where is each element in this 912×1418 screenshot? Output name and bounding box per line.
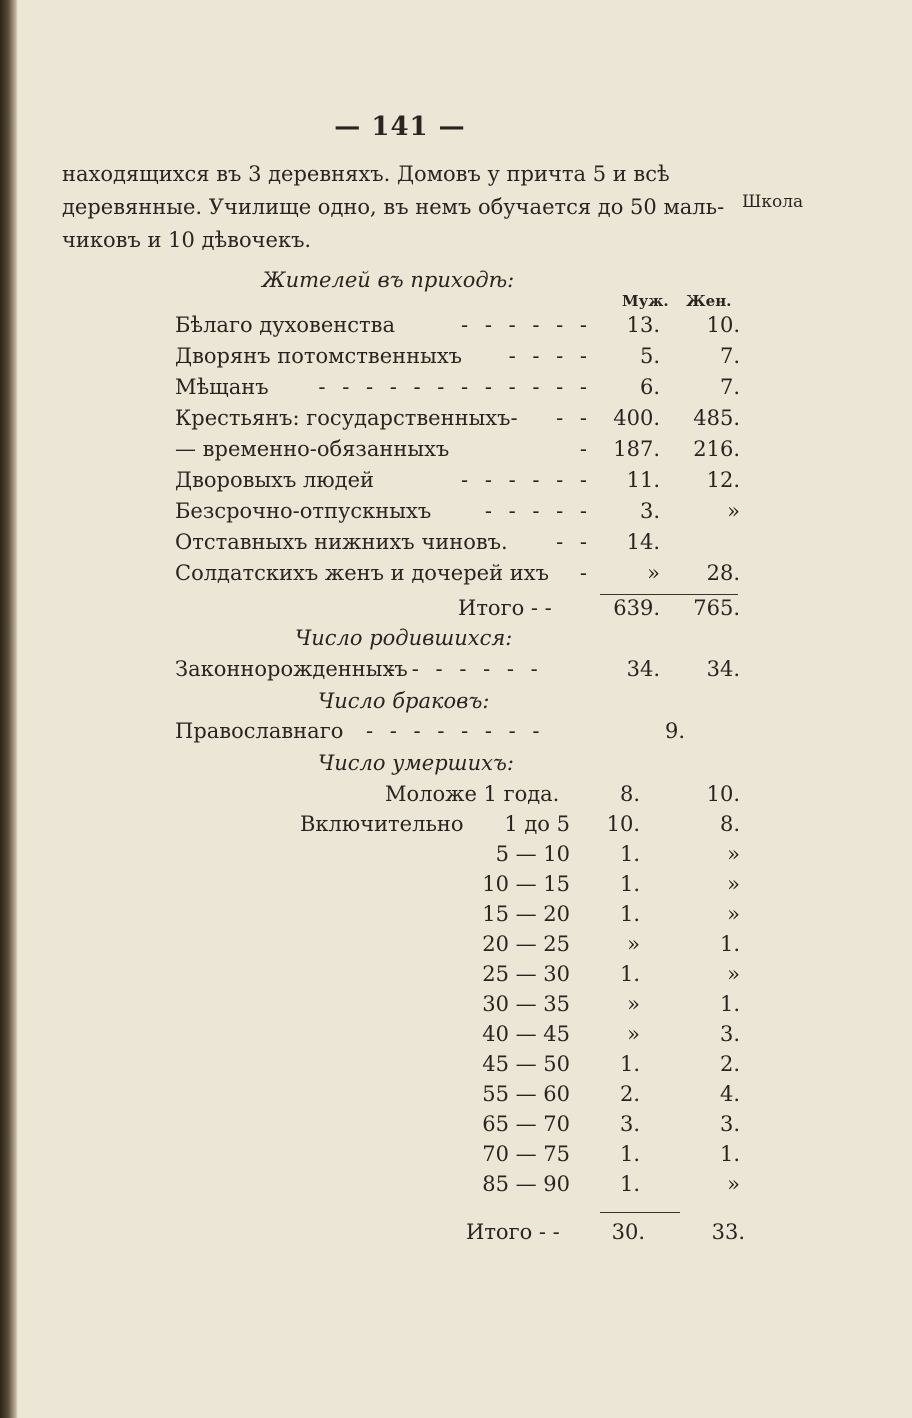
residents-row <box>0 344 912 374</box>
deaths-incl-label: Включительно <box>300 812 464 836</box>
deaths-age-female: 4. <box>719 1082 740 1106</box>
deaths-total-label: Итого - - <box>466 1220 560 1244</box>
deaths-age-range: 55 — 60 <box>482 1082 570 1106</box>
deaths-age-row <box>0 1112 912 1142</box>
residents-row-male: 13. <box>626 313 660 337</box>
deaths-age-range: 15 — 20 <box>482 902 570 926</box>
marriages-label: Православнаго <box>175 719 344 743</box>
residents-row-female: 7. <box>719 375 740 399</box>
deaths-age-male: » <box>627 992 640 1016</box>
deaths-total-rule <box>600 1212 680 1213</box>
deaths-under1-female: 10. <box>706 782 740 806</box>
residents-total-label: Итого - - <box>458 596 552 620</box>
births-male: 34. <box>626 657 660 681</box>
residents-total-row <box>0 596 912 626</box>
deaths-age-female: » <box>727 842 740 866</box>
marriages-heading: Число браковъ: <box>318 689 490 713</box>
deaths-incl-male: 10. <box>606 812 640 836</box>
marriages-dots: - - - - - - - - <box>366 719 545 743</box>
deaths-age-row <box>0 1082 912 1112</box>
residents-row <box>0 313 912 343</box>
deaths-under1-male: 8. <box>619 782 640 806</box>
residents-row-label: Дворовыхъ людей <box>175 468 375 492</box>
residents-row <box>0 437 912 467</box>
deaths-age-male: 2. <box>619 1082 640 1106</box>
births-label: Законнорожденныхъ <box>175 657 408 681</box>
deaths-age-female: 3. <box>719 1112 740 1136</box>
deaths-age-female: » <box>727 1172 740 1196</box>
deaths-incl-range: 1 до 5 <box>504 812 570 836</box>
deaths-age-row <box>0 902 912 932</box>
births-row <box>0 657 912 687</box>
residents-row-male: 3. <box>639 499 660 523</box>
deaths-age-range: 45 — 50 <box>482 1052 570 1076</box>
deaths-age-row <box>0 1142 912 1172</box>
residents-row-label: Безсрочно-отпускныхъ <box>175 499 432 523</box>
deaths-age-male: 1. <box>619 962 640 986</box>
marriages-value: 9. <box>664 719 685 743</box>
residents-row-label: Бѣлаго духовенства <box>175 313 396 337</box>
residents-row-dots: - <box>579 561 592 585</box>
deaths-age-male: 1. <box>619 872 640 896</box>
residents-row-female: 216. <box>693 437 740 461</box>
deaths-age-male: 1. <box>619 1052 640 1076</box>
residents-row-dots: - - - - - - <box>461 468 592 492</box>
deaths-age-female: 1. <box>719 1142 740 1166</box>
residents-row-label: — временно-обязанныхъ <box>175 437 450 461</box>
residents-row-male: 14. <box>626 530 660 554</box>
residents-row-female: 7. <box>719 344 740 368</box>
residents-row <box>0 468 912 498</box>
deaths-age-female: 2. <box>719 1052 740 1076</box>
total-rule <box>600 594 738 595</box>
deaths-incl-female: 8. <box>719 812 740 836</box>
deaths-age-row <box>0 842 912 872</box>
residents-row-dots: - - <box>556 530 592 554</box>
residents-row-male: 5. <box>639 344 660 368</box>
deaths-age-male: 1. <box>619 1172 640 1196</box>
deaths-age-range: 10 — 15 <box>482 872 570 896</box>
residents-row-label: Солдатскихъ женъ и дочерей ихъ <box>175 561 549 585</box>
residents-row-label: Отставныхъ нижнихъ чиновъ. <box>175 530 508 554</box>
residents-total-male: 639. <box>613 596 660 620</box>
deaths-age-row <box>0 992 912 1022</box>
deaths-age-range: 30 — 35 <box>482 992 570 1016</box>
births-female: 34. <box>706 657 740 681</box>
residents-row <box>0 375 912 405</box>
residents-row-dots: - - - - <box>508 344 592 368</box>
deaths-age-range: 65 — 70 <box>482 1112 570 1136</box>
intro-line-2: деревянные. Училище одно, въ немъ обучается до 50 маль- <box>62 195 725 219</box>
residents-row-female: 28. <box>706 561 740 585</box>
residents-row-male: 400. <box>613 406 660 430</box>
deaths-age-range: 85 — 90 <box>482 1172 570 1196</box>
deaths-heading: Число умершихъ: <box>318 751 515 775</box>
residents-row-label: Мѣщанъ <box>175 375 269 399</box>
page-number: — 141 — <box>334 112 466 142</box>
residents-heading: Жителей въ приходѣ: <box>262 268 515 292</box>
deaths-age-male: 1. <box>619 842 640 866</box>
margin-note: Школа <box>742 192 804 212</box>
births-dots: - - - - - - - <box>388 657 543 681</box>
column-male-header: Муж. <box>622 292 669 310</box>
deaths-age-row <box>0 1172 912 1202</box>
deaths-age-row <box>0 962 912 992</box>
residents-row-dots: - - - - - - - - - - - - <box>318 375 592 399</box>
deaths-age-female: 3. <box>719 1022 740 1046</box>
deaths-age-range: 25 — 30 <box>482 962 570 986</box>
deaths-age-range: 70 — 75 <box>482 1142 570 1166</box>
residents-total-female: 765. <box>693 596 740 620</box>
marriages-row <box>0 719 912 749</box>
deaths-age-row <box>0 872 912 902</box>
residents-row-female: 12. <box>706 468 740 492</box>
residents-row-dots: - <box>579 437 592 461</box>
residents-row-male: 11. <box>626 468 660 492</box>
residents-row-male: 187. <box>613 437 660 461</box>
intro-line-3: чиковъ и 10 дѣвочекъ. <box>62 228 312 252</box>
deaths-age-male: » <box>627 932 640 956</box>
deaths-age-row <box>0 932 912 962</box>
residents-row-female: 485. <box>693 406 740 430</box>
column-female-header: Жен. <box>686 292 732 310</box>
intro-line-1: находящихся въ 3 деревняхъ. Домовъ у причта 5 и всѣ <box>62 162 670 186</box>
residents-row-female: » <box>727 499 740 523</box>
deaths-age-row <box>0 1022 912 1052</box>
residents-row-dots: - - - - - <box>484 499 592 523</box>
residents-row-dots: - - - - - - <box>461 313 592 337</box>
births-heading: Число родившихся: <box>295 626 513 650</box>
deaths-under1-label: Моложе 1 года. <box>385 782 560 806</box>
deaths-age-range: 20 — 25 <box>482 932 570 956</box>
deaths-under1-row <box>0 782 912 812</box>
deaths-age-male: 1. <box>619 1142 640 1166</box>
deaths-age-female: » <box>727 872 740 896</box>
deaths-total-female: 33. <box>711 1220 745 1244</box>
deaths-total-male: 30. <box>611 1220 645 1244</box>
deaths-age-male: 1. <box>619 902 640 926</box>
residents-row <box>0 530 912 560</box>
deaths-age-row <box>0 1052 912 1082</box>
residents-row-female: 10. <box>706 313 740 337</box>
deaths-age-female: 1. <box>719 932 740 956</box>
residents-row-label: Крестьянъ: государственныхъ- <box>175 406 518 430</box>
residents-row-male: 6. <box>639 375 660 399</box>
book-spine-shadow <box>0 0 18 1418</box>
deaths-age-female: » <box>727 962 740 986</box>
residents-row-male: » <box>647 561 660 585</box>
residents-row-label: Дворянъ потомственныхъ <box>175 344 463 368</box>
deaths-age-range: 5 — 10 <box>495 842 570 866</box>
deaths-age-female: 1. <box>719 992 740 1016</box>
deaths-incl-row <box>0 812 912 842</box>
residents-row <box>0 499 912 529</box>
residents-row <box>0 561 912 591</box>
deaths-age-female: » <box>727 902 740 926</box>
residents-row <box>0 406 912 436</box>
deaths-age-male: » <box>627 1022 640 1046</box>
deaths-age-range: 40 — 45 <box>482 1022 570 1046</box>
deaths-total-row <box>0 1220 912 1250</box>
deaths-age-male: 3. <box>619 1112 640 1136</box>
residents-row-dots: - - <box>556 406 592 430</box>
